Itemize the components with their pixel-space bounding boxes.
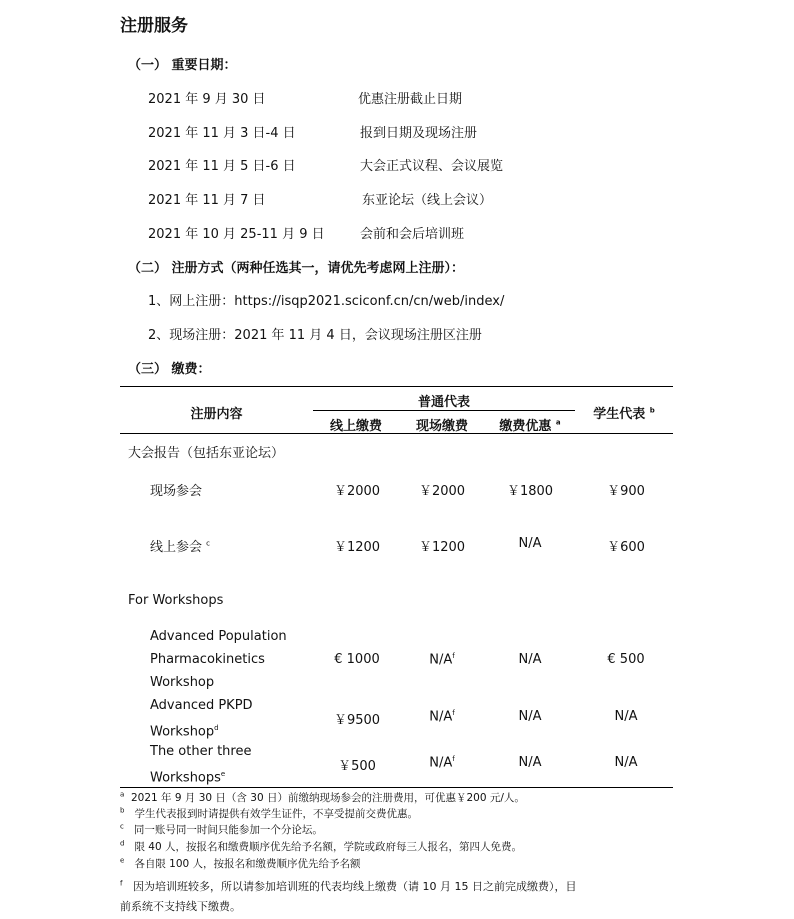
cell-discount-fee: N/A xyxy=(518,755,542,770)
group-conference: 大会报告（包括东亚论坛） xyxy=(128,446,285,461)
footnote-f: $^f$ 因为培训班较多，所以请参加培训班的代表均线上缴费（请 10 月 15 日之前完成缴费），目 xyxy=(120,879,577,893)
registration-onsite: 2、现场注册：2021 年 11 月 4 日，会议现场注册区注册 xyxy=(148,328,482,343)
cell-onsite-fee: ￥2000 xyxy=(418,484,466,499)
row-label-onsite: 现场参会 xyxy=(150,484,203,499)
col-header-online: 线上缴费 xyxy=(329,419,382,434)
date-event: 东亚论坛（线上会议） xyxy=(362,193,493,208)
cell-discount-fee: ￥1800 xyxy=(506,484,554,499)
cell-online-fee: € 1000 xyxy=(334,652,380,667)
table-mid-rule xyxy=(313,410,575,411)
row-label-workshop-poppk: Advanced Population Pharmacokinetics Workshop xyxy=(150,629,287,690)
cell-student-fee: € 500 xyxy=(607,652,645,667)
cell-discount-fee: N/A xyxy=(518,709,542,724)
cell-online-fee: ￥2000 xyxy=(333,484,381,499)
col-header-regular: 普通代表 xyxy=(417,395,470,410)
footnote-b: $^b$ 学生代表报到时请提供有效学生证件，不享受提前交费优惠。 xyxy=(120,806,418,820)
row-label-workshop-pkpd: Advanced PKPD Workshop$^d$ xyxy=(150,698,253,740)
cell-onsite-fee: $N/A^f$ xyxy=(429,755,455,771)
date-text: 2021 年 9 月 30 日 xyxy=(148,92,266,107)
cell-student-fee: N/A xyxy=(614,709,638,724)
date-text: 2021 年 10 月 25-11 月 9 日 xyxy=(148,227,325,242)
col-header-onsite: 现场缴费 xyxy=(415,419,468,434)
cell-onsite-fee: $N/A^f$ xyxy=(429,709,455,725)
footnote-c: $^c$ 同一账号同一时间只能参加一个分论坛。 xyxy=(120,822,323,836)
section-fees-heading: （三） 缴费： xyxy=(128,362,211,377)
col-header-student: 学生代表 $^b$ xyxy=(593,406,655,422)
date-text: 2021 年 11 月 5 日-6 日 xyxy=(148,159,296,174)
col-header-discount: 缴费优惠 $^a$ xyxy=(499,418,561,434)
footnote-a: $^a$ 2021 年 9 月 30 日（含 30 日）前缴纳现场参会的注册费用，可优惠￥200 元/人。 xyxy=(120,790,525,804)
date-text: 2021 年 11 月 7 日 xyxy=(148,193,266,208)
date-text: 2021 年 11 月 3 日-4 日 xyxy=(148,126,296,141)
cell-online-fee: ￥500 xyxy=(338,759,376,774)
group-workshops: For Workshops xyxy=(128,593,224,608)
footnote-f-continued: 前系统不支持线下缴费。 xyxy=(120,900,241,913)
cell-onsite-fee: $N/A^f$ xyxy=(429,652,455,668)
section-method-heading: （二） 注册方式（两种任选其一，请优先考虑网上注册）： xyxy=(128,261,465,276)
col-header-register: 注册内容 xyxy=(190,407,243,422)
row-label-online: 线上参会 $^c$ xyxy=(150,539,211,555)
date-event: 大会正式议程、会议展览 xyxy=(360,159,504,174)
cell-discount-fee: N/A xyxy=(518,652,542,667)
cell-student-fee: N/A xyxy=(614,755,638,770)
footnote-d: $^d$ 限 40 人，按报名和缴费顺序优先给予名额，学院或政府每三人报名，第四人免费。 xyxy=(120,839,523,853)
footnote-e: $^e$ 各自限 100 人，按报名和缴费顺序优先给予名额 xyxy=(120,856,361,870)
cell-student-fee: ￥900 xyxy=(607,484,645,499)
page-title: 注册服务 xyxy=(120,16,188,36)
cell-online-fee: ￥9500 xyxy=(333,713,381,728)
row-label-workshop-other: The other three Workshops$^e$ xyxy=(150,744,252,786)
table-top-rule xyxy=(120,386,673,387)
date-event: 报到日期及现场注册 xyxy=(360,126,478,141)
cell-online-fee: ￥1200 xyxy=(333,540,381,555)
section-dates-heading: （一） 重要日期： xyxy=(128,58,237,73)
cell-discount-fee: N/A xyxy=(518,536,542,551)
date-event: 优惠注册截止日期 xyxy=(358,92,463,107)
registration-online: 1、网上注册：https://isqp2021.sciconf.cn/cn/web/index/ xyxy=(148,294,505,309)
cell-onsite-fee: ￥1200 xyxy=(418,540,466,555)
date-event: 会前和会后培训班 xyxy=(360,227,465,242)
cell-student-fee: ￥600 xyxy=(607,540,645,555)
